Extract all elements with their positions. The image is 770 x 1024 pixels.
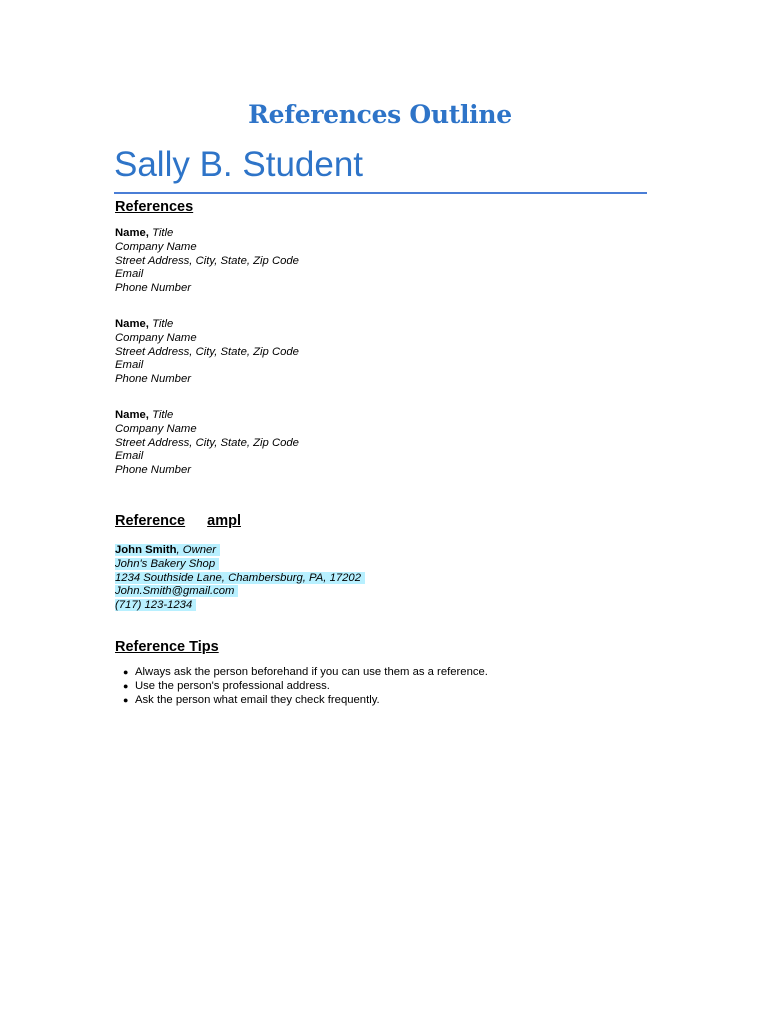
example-email-highlight <box>115 585 238 597</box>
reference-phone-line <box>115 282 299 296</box>
reference-company: Company Name <box>115 331 197 344</box>
reference-phone: Phone Number <box>115 373 191 386</box>
reference-name-line <box>115 409 299 423</box>
example-email: John.Smith@gmail.com <box>115 585 235 598</box>
reference-title: Title <box>152 318 174 330</box>
reference-example-heading-part2: ampl <box>207 513 241 529</box>
reference-example-heading-part1: Reference <box>115 513 186 529</box>
reference-company: Company Name <box>115 240 197 253</box>
reference-address-line <box>115 437 299 451</box>
reference-example-heading <box>115 514 241 529</box>
tip-item <box>123 680 488 694</box>
bullet-icon: ● <box>123 667 129 677</box>
reference-name: Name, <box>115 318 149 330</box>
reference-name: Name, <box>115 409 149 421</box>
reference-email-line <box>115 450 299 464</box>
bullet-icon: ● <box>123 680 129 691</box>
reference-phone-line <box>115 373 299 387</box>
reference-name-line <box>115 318 299 332</box>
header-divider <box>114 192 647 194</box>
document-title: References Outline <box>248 100 512 129</box>
reference-tips-heading: Reference Tips <box>115 639 219 655</box>
example-name: John Smith <box>115 544 177 556</box>
example-phone-highlight <box>115 599 196 611</box>
reference-name-line <box>115 227 299 241</box>
example-address-line <box>115 572 365 586</box>
references-heading: References <box>115 199 194 215</box>
reference-company-line <box>115 332 299 346</box>
reference-tips-list <box>123 666 488 708</box>
example-company-line <box>115 558 365 572</box>
reference-email: Email <box>115 450 144 463</box>
reference-company-line <box>115 241 299 255</box>
reference-email: Email <box>115 359 144 372</box>
reference-address-line <box>115 346 299 360</box>
bullet-icon: ● <box>123 694 129 705</box>
reference-entry-3 <box>115 409 299 478</box>
reference-email-line <box>115 359 299 373</box>
example-address-highlight <box>115 572 365 584</box>
reference-phone: Phone Number <box>115 282 191 295</box>
example-phone: (717) 123-1234 <box>115 599 193 612</box>
reference-address: Street Address, City, State, Zip Code <box>115 345 299 358</box>
reference-email: Email <box>115 268 144 281</box>
reference-title: Title <box>152 227 174 239</box>
tip-item <box>123 694 488 708</box>
example-phone-line <box>115 599 365 613</box>
example-company: John's Bakery Shop <box>115 557 216 570</box>
example-company-highlight <box>115 558 219 570</box>
tip-text: Ask the person what email they check frequently. <box>135 693 380 706</box>
example-email-line <box>115 585 365 599</box>
tip-item <box>123 666 488 680</box>
reference-name: Name, <box>115 227 149 239</box>
reference-address-line <box>115 255 299 269</box>
reference-phone-line <box>115 464 299 478</box>
tip-text: Always ask the person beforehand if you can use them as a reference. <box>135 666 488 678</box>
reference-example-entry <box>115 544 365 613</box>
reference-title: Title <box>152 409 174 421</box>
tip-text: Use the person's professional address. <box>135 679 330 692</box>
person-name: Sally B. Student <box>114 145 364 184</box>
example-name-highlight <box>115 544 220 556</box>
reference-address: Street Address, City, State, Zip Code <box>115 436 299 449</box>
reference-entry-2 <box>115 318 299 387</box>
reference-email-line <box>115 268 299 282</box>
reference-company: Company Name <box>115 422 197 435</box>
reference-company-line <box>115 423 299 437</box>
reference-entry-1 <box>115 227 299 296</box>
example-name-line <box>115 544 365 558</box>
example-address: 1234 Southside Lane, Chambersburg, PA, 17202 <box>115 571 361 584</box>
reference-address: Street Address, City, State, Zip Code <box>115 254 299 267</box>
example-title: , Owner <box>176 544 217 556</box>
reference-phone: Phone Number <box>115 464 191 477</box>
